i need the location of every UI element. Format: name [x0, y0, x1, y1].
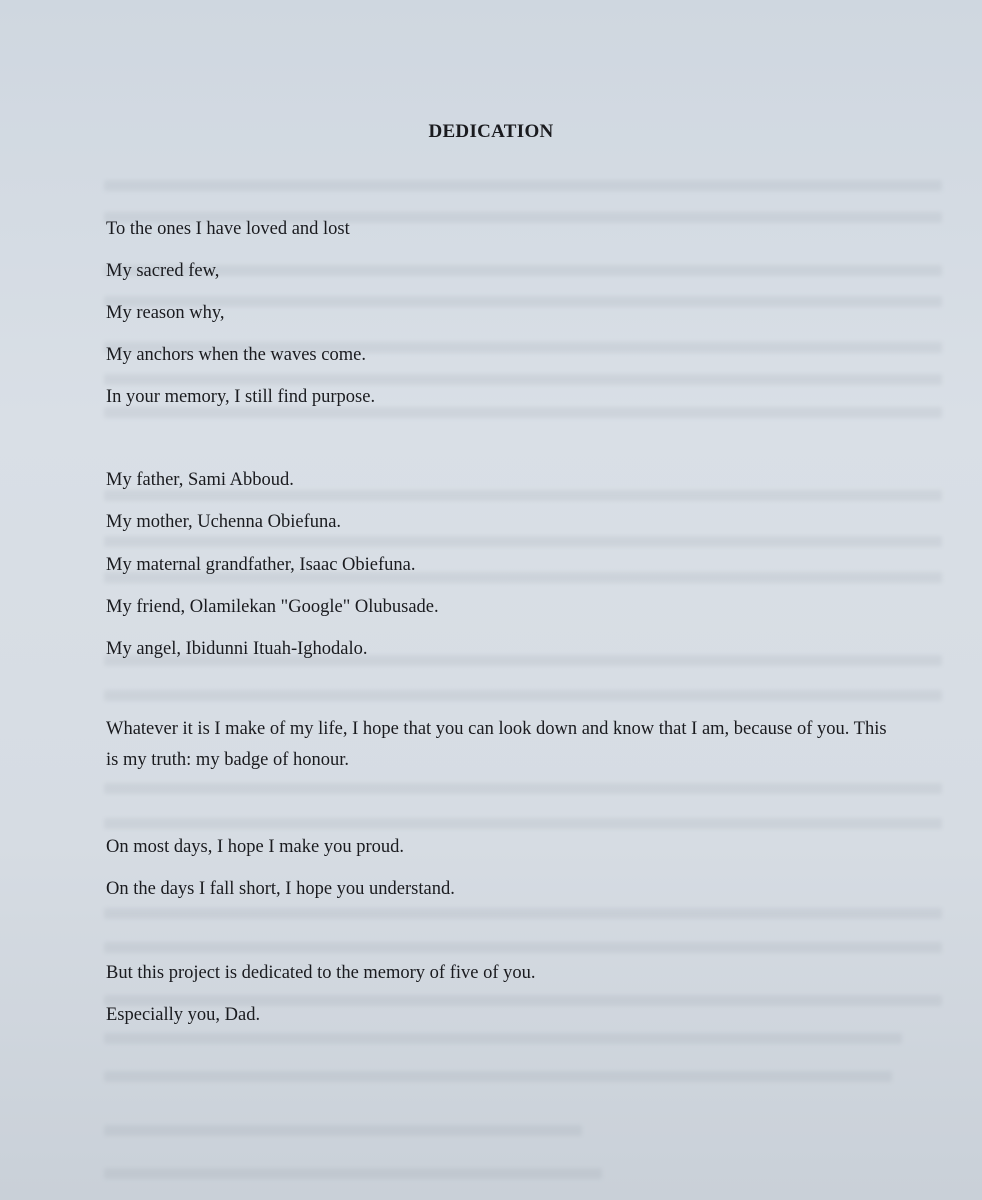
bleed-through-line: [104, 818, 942, 829]
bleed-through-line: [104, 1033, 902, 1044]
bleed-through-line: [104, 690, 942, 701]
dedicatee-line: My angel, Ibidunni Ituah-Ighodalo.: [106, 639, 368, 659]
bleed-through-line: [104, 783, 942, 794]
bleed-through-line: [104, 1168, 602, 1179]
bleed-through-line: [104, 1071, 892, 1082]
bleed-through-line: [104, 942, 942, 953]
bleed-through-line: [104, 265, 942, 276]
bleed-through-line: [104, 296, 942, 307]
poem-line: In your memory, I still find purpose.: [106, 387, 376, 407]
bleed-through-line: [104, 1125, 582, 1136]
poem-line: To the ones I have loved and lost: [106, 219, 350, 239]
poem-line: My anchors when the waves come.: [106, 345, 366, 365]
poem-line: My reason why,: [106, 303, 225, 323]
poem-line: On the days I fall short, I hope you understand.: [106, 879, 455, 899]
poem-line: Especially you, Dad.: [106, 1005, 261, 1025]
poem-line: But this project is dedicated to the memory of five of you.: [106, 963, 536, 983]
bleed-through-line: [104, 536, 942, 547]
dedicatee-line: My mother, Uchenna Obiefuna.: [106, 512, 342, 532]
bleed-through-line: [104, 908, 942, 919]
dedicatee-line: My maternal grandfather, Isaac Obiefuna.: [106, 555, 416, 575]
bleed-through-line: [104, 180, 942, 191]
dedication-paragraph: Whatever it is I make of my life, I hope that you can look down and know that I am, because of you. This is my truth: my badge of honour.: [106, 719, 887, 770]
page-title: DEDICATION: [428, 121, 554, 142]
poem-line: On most days, I hope I make you proud.: [106, 837, 405, 857]
dedicatee-line: My friend, Olamilekan "Google" Olubusade.: [106, 597, 439, 617]
poem-line: My sacred few,: [106, 261, 220, 281]
dedicatee-line: My father, Sami Abboud.: [106, 470, 294, 490]
